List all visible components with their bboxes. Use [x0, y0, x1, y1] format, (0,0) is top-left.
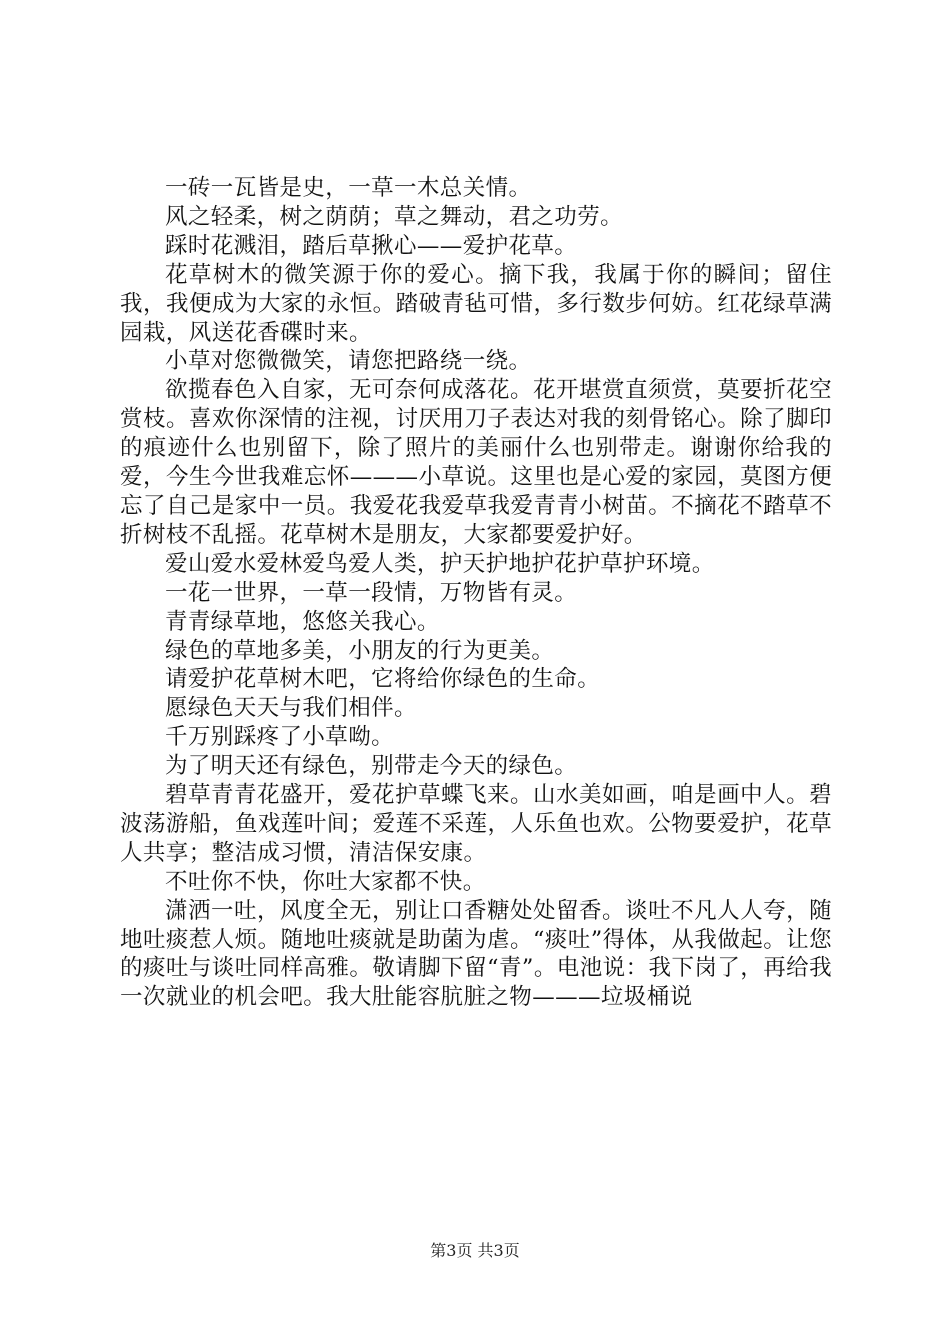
paragraph: 青青绿草地，悠悠关我心。: [165, 608, 440, 635]
paragraph: 欲揽春色入自家，无可奈何成落花。花开堪赏直须赏，莫要折花空赏枝。喜欢你深情的注视，讨厌用刀子表达对我的刻骨铭心。除了脚印的痕迹什么也别留下，除了照片的美丽什么也别带走。谢谢你给我的爱，今生今世我难忘怀———小草说。这里也是心爱的家园，莫图方便忘了自己是家中一员。我爱花我爱草我爱青青小树苗。不摘花不踏草不折树枝不乱摇。花草树木是朋友，大家都要爱护好。: [120, 377, 832, 548]
paragraph: 愿绿色天天与我们相伴。: [165, 695, 417, 722]
paragraph: 一砖一瓦皆是史，一草一木总关情。: [165, 175, 532, 201]
document-body: [120, 174, 832, 1012]
paragraph: 碧草青青花盛开，爱花护草蝶飞来。山水美如画，咱是画中人。碧波荡游船，鱼戏莲叶间；爱莲不采莲，人乐鱼也欢。公物要爱护，花草人共享；整洁成习惯，清洁保安康。: [120, 782, 832, 866]
paragraph: 小草对您微微笑，请您把路绕一绕。: [165, 348, 532, 375]
paragraph: 风之轻柔，树之荫荫；草之舞动，君之功劳。: [165, 203, 624, 230]
paragraph: 绿色的草地多美，小朋友的行为更美。: [165, 637, 555, 664]
paragraph: 花草树木的微笑源于你的爱心。摘下我，我属于你的瞬间；留住我，我便成为大家的永恒。踏破青毡可惜，多行数步何妨。红花绿草满园栽，风送花香碟时来。: [120, 261, 832, 346]
paragraph: 爱山爱水爱林爱鸟爱人类，护天护地护花护草护环境。: [165, 550, 715, 577]
paragraph: 为了明天还有绿色，别带走今天的绿色。: [165, 753, 578, 780]
paragraph: 不吐你不快，你吐大家都不快。: [165, 868, 486, 895]
page-number-footer: 第3页 共3页: [430, 1241, 520, 1260]
paragraph: 一花一世界，一草一段情，万物皆有灵。: [165, 579, 578, 606]
paragraph: 千万别踩疼了小草呦。: [165, 724, 395, 751]
paragraph: 踩时花溅泪，踏后草揪心——爱护花草。: [165, 232, 578, 259]
paragraph: 潇洒一吐，风度全无，别让口香糖处处留香。谈吐不凡人人夸，随地吐痰惹人烦。随地吐痰就是助菌为虐。“痰吐”得体，从我做起。让您的痰吐与谈吐同样高雅。敬请脚下留“青”。电池说：我下岗了，再给我一次就业的机会吧。我大肚能容肮脏之物———垃圾桶说: [120, 897, 832, 1011]
paragraph: 请爱护花草树木吧，它将给你绿色的生命。: [165, 666, 601, 693]
